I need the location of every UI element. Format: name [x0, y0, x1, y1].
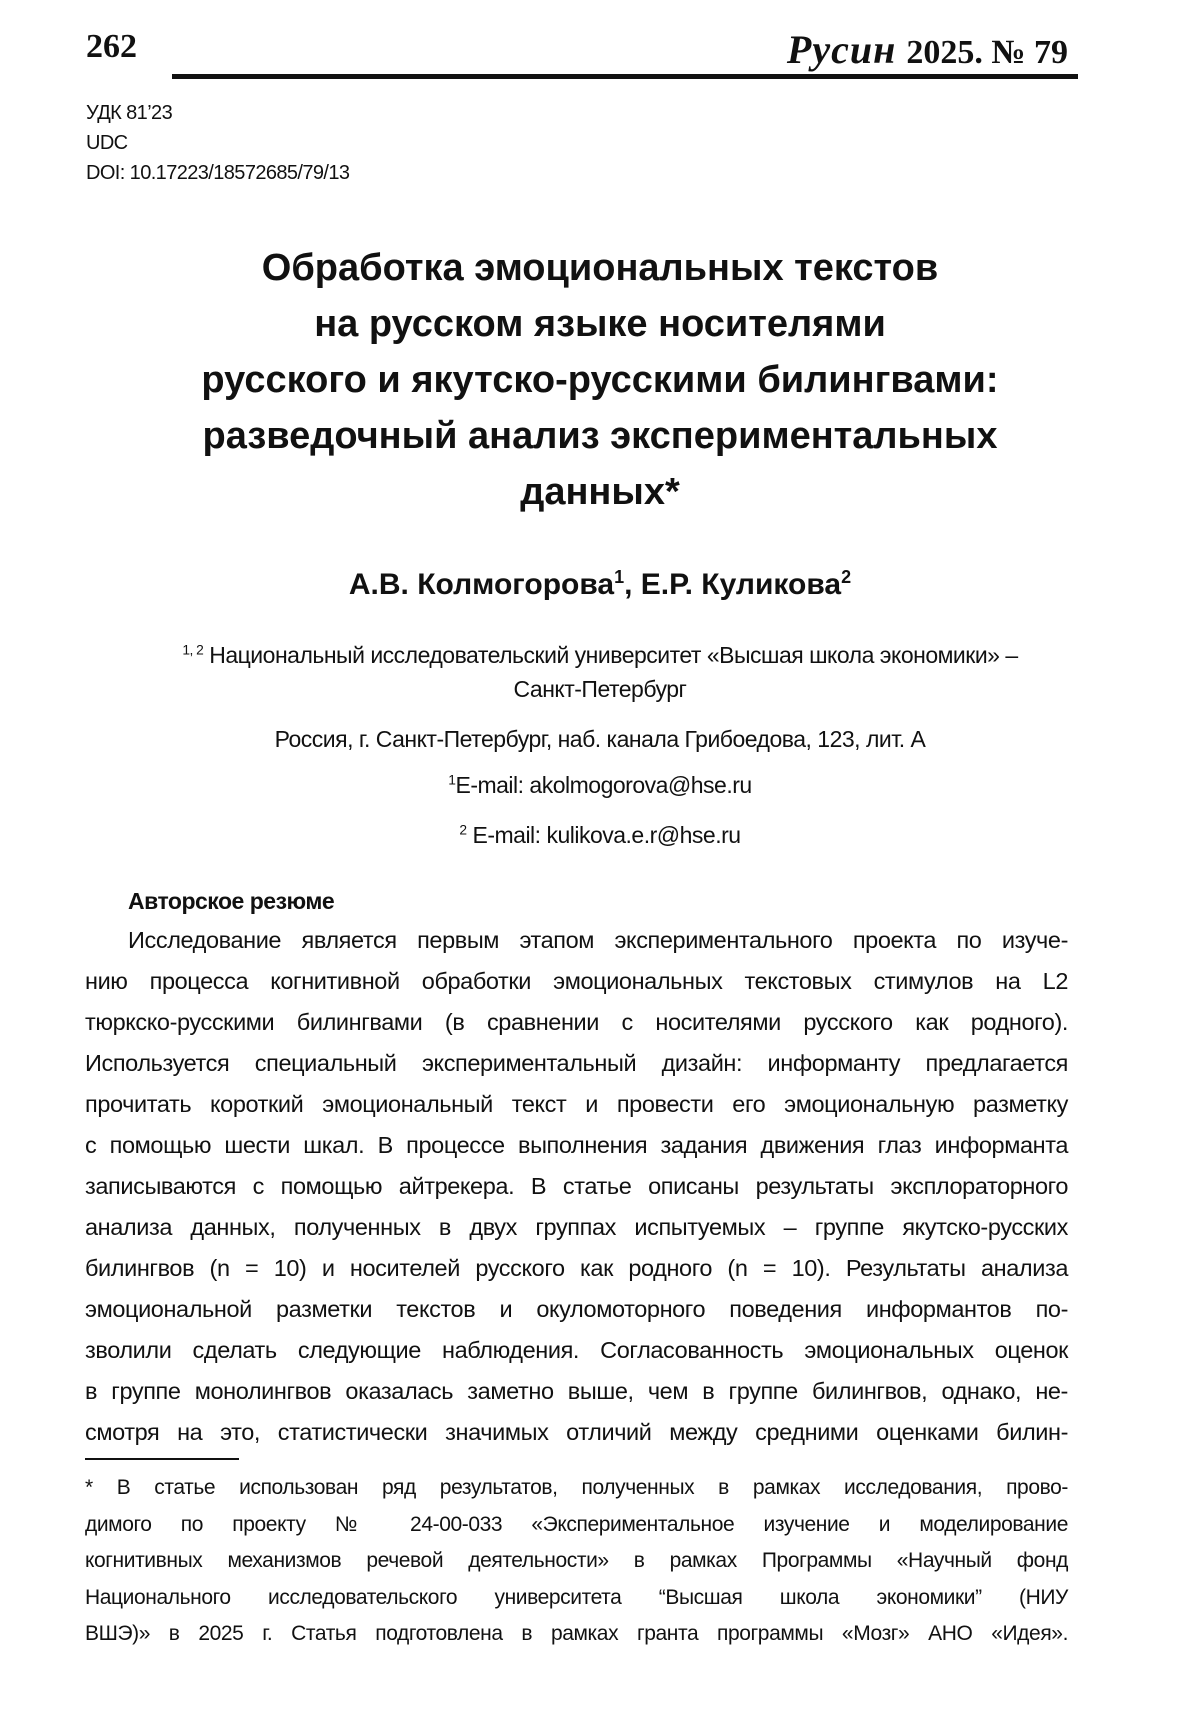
text-line: записываются с помощью айтрекера. В статье описаны результаты эксплораторного: [85, 1173, 1068, 1199]
abstract-body: [85, 920, 1068, 1453]
text-line: * В статье использован ряд результатов, полученных в рамках исследования, прово-: [85, 1476, 1068, 1499]
affiliation-text: Национальный исследовательский университет «Высшая школа экономики» –: [203, 642, 1018, 668]
email-1-sup: 1: [448, 772, 456, 788]
udk: УДК 81’23: [86, 102, 173, 124]
text-line: зволили сделать следующие наблюдения. Согласованность эмоциональных оценок: [85, 1337, 1068, 1363]
email-1: [0, 772, 1200, 799]
text-line: когнитивных механизмов речевой деятельности» в рамках Программы «Научный фонд: [85, 1549, 1068, 1573]
affiliation-line-1: [0, 642, 1200, 669]
text-line: Исследование является первым этапом экспериментального проекта по изуче-: [128, 927, 1068, 953]
author-1: А.В. Колмогорова: [348, 568, 615, 601]
author-separator: ,: [624, 568, 641, 601]
text-line: в группе монолингвов оказалась заметно выше, чем в группе билингвов, однако, не-: [85, 1378, 1068, 1404]
title-line: Обработка эмоциональных текстов: [261, 247, 939, 289]
footnote-rule: [85, 1458, 239, 1460]
udc: UDC: [86, 132, 128, 154]
affiliation-sup: 1, 2: [182, 642, 204, 658]
text-line: смотря на это, статистически значимых отличий между средними оценками билин-: [85, 1419, 1068, 1445]
running-header: [787, 26, 1068, 73]
email-2-link[interactable]: E-mail: kulikova.e.r@hse.ru: [466, 822, 741, 848]
article-title: [0, 240, 1200, 520]
author-2: Е.Р. Куликова: [640, 568, 842, 601]
text-line: нию процесса когнитивной обработки эмоциональных текстовых стимулов на L2: [85, 968, 1068, 994]
email-2: [0, 822, 1200, 849]
issue-number: 2025. № 79: [906, 34, 1068, 71]
text-line: билингвов (n = 10) и носителей русского как родного (n = 10). Результаты анализа: [85, 1255, 1068, 1281]
title-line: русского и якутско-русскими билингвами:: [201, 359, 999, 401]
text-line: прочитать короткий эмоциональный текст и провести его эмоциональную разметку: [85, 1091, 1068, 1117]
email-2-sup: 2: [459, 822, 467, 838]
footnote: [85, 1470, 1068, 1653]
author-1-sup: 1: [614, 567, 625, 587]
text-line: тюркско-русскими билингвами (в сравнении с носителями русского как родного).: [85, 1009, 1068, 1035]
article-meta: [86, 98, 349, 188]
header-rule: [172, 74, 1078, 79]
affiliation-line-2: Санкт-Петербург: [513, 676, 687, 702]
journal-logo: Русин: [786, 27, 897, 72]
text-line: анализа данных, полученных в двух группах испытуемых – группе якутско-русских: [85, 1214, 1068, 1240]
authors: [0, 568, 1200, 602]
text-line: ВШЭ)» в 2025 г. Статья подготовлена в рамках гранта программы «Мозг» АНО «Идея».: [85, 1622, 1068, 1646]
abstract-heading: Авторское резюме: [128, 888, 335, 914]
address: Россия, г. Санкт-Петербург, наб. канала Грибоедова, 123, лит. А: [274, 726, 926, 752]
email-1-link[interactable]: E-mail: akolmogorova@hse.ru: [455, 772, 752, 798]
text-line: эмоциональной разметки текстов и окуломоторного поведения информантов по-: [85, 1296, 1068, 1322]
text-line: Используется специальный экспериментальный дизайн: информанту предлагается: [85, 1050, 1068, 1076]
author-2-sup: 2: [841, 567, 852, 587]
text-line: Национального исследовательского университета “Высшая школа экономики” (НИУ: [85, 1585, 1068, 1609]
doi: DOI: 10.17223/18572685/79/13: [86, 162, 350, 184]
title-line: на русском языке носителями: [314, 303, 886, 345]
text-line: димого по проекту № 24-00-033 «Экспериментальное изучение и моделирование: [85, 1512, 1068, 1536]
title-line: данных*: [520, 471, 680, 513]
title-line: разведочный анализ экспериментальных: [202, 415, 998, 457]
text-line: с помощью шести шкал. В процессе выполнения задания движения глаз информанта: [85, 1132, 1068, 1158]
page-number: 262: [86, 28, 137, 65]
